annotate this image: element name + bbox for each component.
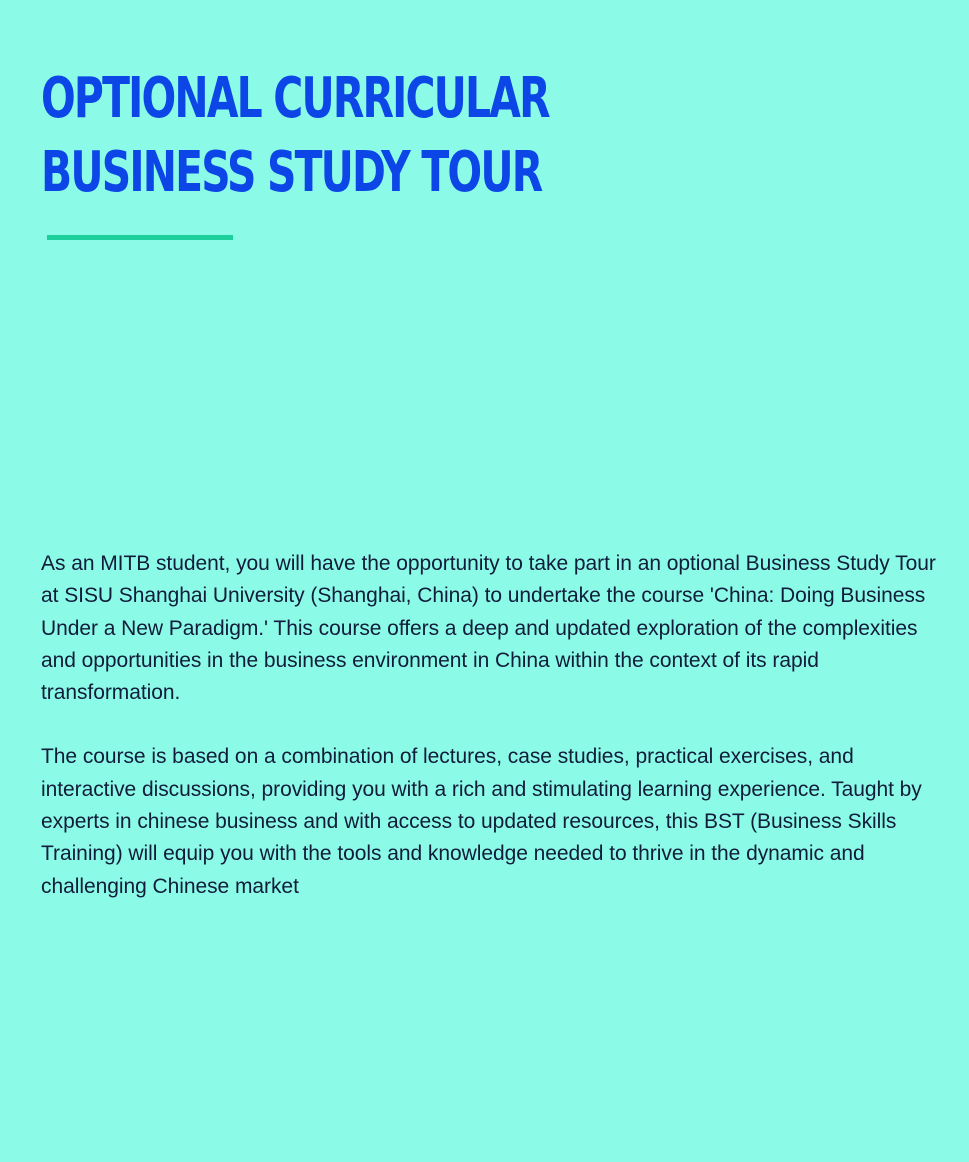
course-description bbox=[41, 548, 946, 903]
page-title bbox=[41, 62, 549, 210]
page-title-line-2: BUSINESS STUDY TOUR bbox=[41, 140, 542, 205]
title-accent-divider bbox=[47, 235, 233, 240]
course-description-paragraph-1: As an MITB student, you will have the opportunity to take part in an optional Business Study Tour at SISU Shanghai University (Shanghai, China) to undertake the course 'China: Doing Business Under a New Paradigm.' This course offers a deep and updated exploration of the complexities and opportunities in the business environment in China within the context of its rapid transformation. bbox=[41, 552, 936, 705]
page-title-line-1: OPTIONAL CURRICULAR bbox=[41, 66, 549, 131]
course-description-paragraph-2: The course is based on a combination of lectures, case studies, practical exercises, and interactive discussions, providing you with a rich and stimulating learning experience. Taught by experts in chinese business and with access to updated resources, this BST (Business Skills Training) will equip you with the tools and knowledge needed to thrive in the dynamic and challenging Chinese market bbox=[41, 745, 922, 898]
